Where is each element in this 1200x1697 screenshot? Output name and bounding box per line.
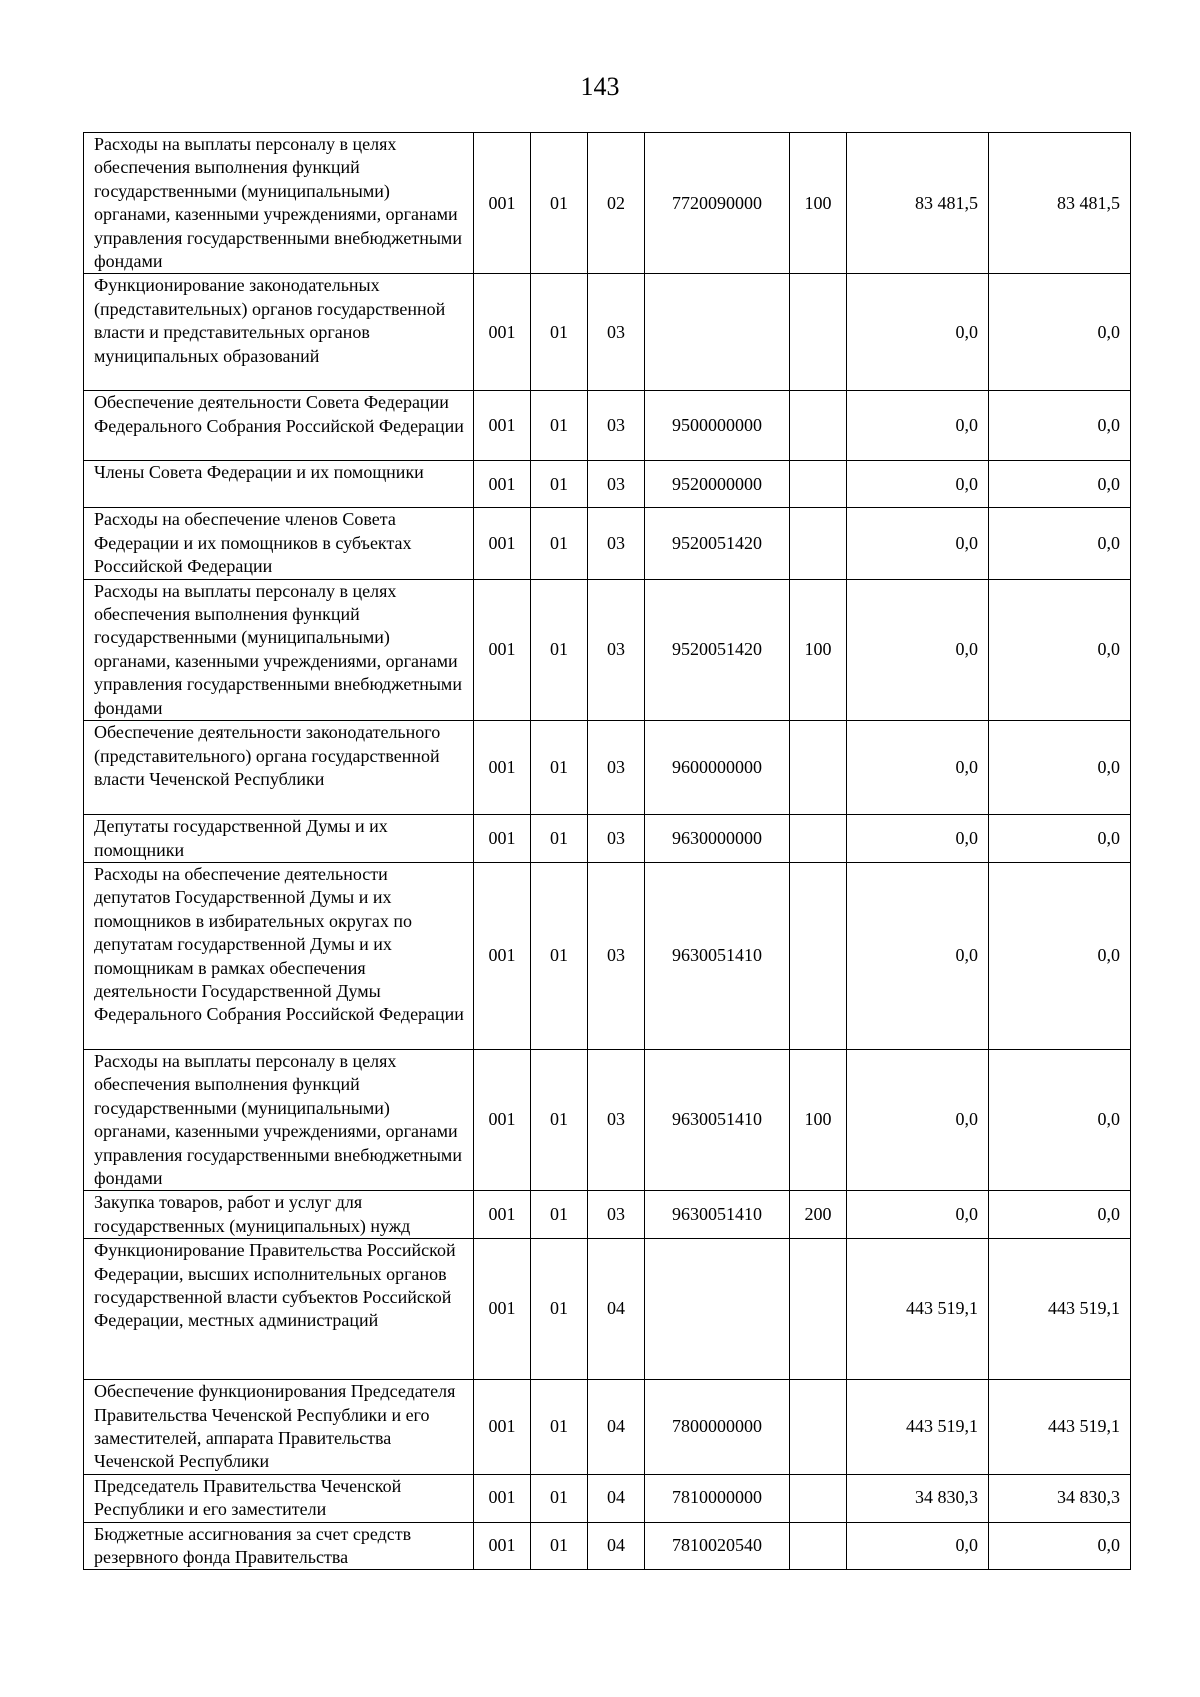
table-row [84, 1380, 1131, 1475]
row-ved-code: 001 [474, 1191, 531, 1239]
row-expense-type-code: 200 [790, 1191, 847, 1239]
row-amount-1: 0,0 [847, 721, 989, 815]
row-amount-1: 0,0 [847, 579, 989, 720]
table-row [84, 274, 1131, 391]
row-name: Председатель Правительства Чеченской Республики и его заместители [84, 1474, 474, 1522]
row-target-article-code: 9520051420 [645, 508, 790, 579]
row-amount-2: 443 519,1 [989, 1380, 1131, 1475]
row-subsection-code: 03 [588, 508, 645, 579]
row-ved-code: 001 [474, 1239, 531, 1380]
row-ved-code: 001 [474, 721, 531, 815]
row-section-code: 01 [531, 1474, 588, 1522]
row-section-code: 01 [531, 1380, 588, 1475]
row-target-article-code: 9500000000 [645, 391, 790, 461]
row-ved-code: 001 [474, 1474, 531, 1522]
row-amount-2: 34 830,3 [989, 1474, 1131, 1522]
row-amount-2: 443 519,1 [989, 1239, 1131, 1380]
row-name: Бюджетные ассигнования за счет средств резервного фонда Правительства [84, 1522, 474, 1570]
row-subsection-code: 04 [588, 1239, 645, 1380]
table-row [84, 1239, 1131, 1380]
row-subsection-code: 03 [588, 274, 645, 391]
row-ved-code: 001 [474, 133, 531, 274]
row-amount-1: 34 830,3 [847, 1474, 989, 1522]
row-name: Обеспечение деятельности законодательного (представительного) органа государственной власти Чеченской Республики [84, 721, 474, 815]
row-target-article-code: 7800000000 [645, 1380, 790, 1475]
row-ved-code: 001 [474, 508, 531, 579]
row-amount-1: 0,0 [847, 274, 989, 391]
table-row [84, 1191, 1131, 1239]
row-section-code: 01 [531, 274, 588, 391]
row-amount-2: 83 481,5 [989, 133, 1131, 274]
row-name: Депутаты государственной Думы и их помощники [84, 815, 474, 863]
row-target-article-code: 9600000000 [645, 721, 790, 815]
row-target-article-code: 9630000000 [645, 815, 790, 863]
row-amount-1: 443 519,1 [847, 1380, 989, 1475]
row-amount-1: 0,0 [847, 815, 989, 863]
row-ved-code: 001 [474, 461, 531, 508]
row-subsection-code: 03 [588, 815, 645, 863]
row-subsection-code: 02 [588, 133, 645, 274]
row-target-article-code: 9630051410 [645, 1191, 790, 1239]
row-name: Обеспечение функционирования Председателя Правительства Чеченской Республики и его заместителей, аппарата Правительства Чеченской Республики [84, 1380, 474, 1475]
row-expense-type-code [790, 815, 847, 863]
budget-table [83, 132, 1131, 1570]
row-section-code: 01 [531, 391, 588, 461]
page-number: 143 [580, 72, 620, 101]
row-section-code: 01 [531, 461, 588, 508]
row-expense-type-code [790, 862, 847, 1049]
table-row [84, 721, 1131, 815]
row-name: Расходы на обеспечение членов Совета Федерации и их помощников в субъектах Российской Федерации [84, 508, 474, 579]
row-target-article-code: 7810000000 [645, 1474, 790, 1522]
row-subsection-code: 03 [588, 721, 645, 815]
row-subsection-code: 04 [588, 1474, 645, 1522]
row-target-article-code: 7810020540 [645, 1522, 790, 1570]
table-row [84, 1522, 1131, 1570]
row-ved-code: 001 [474, 1522, 531, 1570]
row-name: Расходы на выплаты персоналу в целях обеспечения выполнения функций государственными (муниципальными) органами, казенными учреждениями, органами управления государственными внебюджетными фондами [84, 1049, 474, 1190]
table-row [84, 579, 1131, 720]
row-name: Функционирование законодательных (представительных) органов государственной власти и представительных органов муниципальных образований [84, 274, 474, 391]
row-amount-1: 0,0 [847, 461, 989, 508]
row-section-code: 01 [531, 1522, 588, 1570]
row-amount-1: 443 519,1 [847, 1239, 989, 1380]
row-section-code: 01 [531, 508, 588, 579]
row-expense-type-code [790, 274, 847, 391]
row-subsection-code: 04 [588, 1522, 645, 1570]
row-expense-type-code [790, 1522, 847, 1570]
row-name: Члены Совета Федерации и их помощники [84, 461, 474, 508]
row-target-article-code: 9520000000 [645, 461, 790, 508]
row-section-code: 01 [531, 815, 588, 863]
row-section-code: 01 [531, 1049, 588, 1190]
row-section-code: 01 [531, 1239, 588, 1380]
row-amount-2: 0,0 [989, 461, 1131, 508]
table-row [84, 391, 1131, 461]
row-subsection-code: 03 [588, 461, 645, 508]
table-row [84, 815, 1131, 863]
row-name: Расходы на выплаты персоналу в целях обеспечения выполнения функций государственными (муниципальными) органами, казенными учреждениями, органами управления государственными внебюджетными фондами [84, 579, 474, 720]
row-amount-2: 0,0 [989, 579, 1131, 720]
table-row [84, 1474, 1131, 1522]
row-target-article-code: 9630051410 [645, 862, 790, 1049]
row-target-article-code [645, 1239, 790, 1380]
row-amount-1: 0,0 [847, 1191, 989, 1239]
row-name: Расходы на выплаты персоналу в целях обеспечения выполнения функций государственными (муниципальными) органами, казенными учреждениями, органами управления государственными внебюджетными фондами [84, 133, 474, 274]
row-name: Обеспечение деятельности Совета Федерации Федерального Собрания Российской Федерации [84, 391, 474, 461]
row-section-code: 01 [531, 862, 588, 1049]
row-amount-2: 0,0 [989, 1522, 1131, 1570]
row-target-article-code: 9520051420 [645, 579, 790, 720]
row-expense-type-code [790, 391, 847, 461]
row-expense-type-code: 100 [790, 579, 847, 720]
row-amount-2: 0,0 [989, 862, 1131, 1049]
table-row [84, 508, 1131, 579]
row-section-code: 01 [531, 721, 588, 815]
table-row [84, 133, 1131, 274]
table-row [84, 862, 1131, 1049]
row-target-article-code: 7720090000 [645, 133, 790, 274]
table-row [84, 1049, 1131, 1190]
row-amount-1: 0,0 [847, 1522, 989, 1570]
table-row [84, 461, 1131, 508]
row-expense-type-code [790, 1474, 847, 1522]
row-expense-type-code [790, 721, 847, 815]
row-subsection-code: 03 [588, 862, 645, 1049]
table-body [84, 133, 1131, 1570]
row-expense-type-code [790, 1239, 847, 1380]
row-subsection-code: 03 [588, 579, 645, 720]
row-amount-2: 0,0 [989, 274, 1131, 391]
row-amount-2: 0,0 [989, 721, 1131, 815]
row-section-code: 01 [531, 133, 588, 274]
row-expense-type-code: 100 [790, 1049, 847, 1190]
row-amount-1: 0,0 [847, 1049, 989, 1190]
row-amount-1: 0,0 [847, 508, 989, 579]
row-subsection-code: 04 [588, 1380, 645, 1475]
row-target-article-code: 9630051410 [645, 1049, 790, 1190]
row-expense-type-code [790, 1380, 847, 1475]
row-amount-2: 0,0 [989, 815, 1131, 863]
row-amount-1: 83 481,5 [847, 133, 989, 274]
row-name: Функционирование Правительства Российской Федерации, высших исполнительных органов государственной власти субъектов Российской Федерации, местных администраций [84, 1239, 474, 1380]
row-name: Расходы на обеспечение деятельности депутатов Государственной Думы и их помощников в избирательных округах по депутатам государственной Думы и их помощникам в рамках обеспечения деятельности Государственной Думы Федерального Собрания Российской Федерации [84, 862, 474, 1049]
row-ved-code: 001 [474, 815, 531, 863]
row-amount-2: 0,0 [989, 1191, 1131, 1239]
row-ved-code: 001 [474, 274, 531, 391]
row-subsection-code: 03 [588, 1191, 645, 1239]
row-name: Закупка товаров, работ и услуг для государственных (муниципальных) нужд [84, 1191, 474, 1239]
row-amount-1: 0,0 [847, 862, 989, 1049]
row-amount-2: 0,0 [989, 391, 1131, 461]
row-expense-type-code: 100 [790, 133, 847, 274]
row-expense-type-code [790, 508, 847, 579]
row-ved-code: 001 [474, 579, 531, 720]
row-ved-code: 001 [474, 391, 531, 461]
row-subsection-code: 03 [588, 1049, 645, 1190]
row-section-code: 01 [531, 1191, 588, 1239]
row-amount-1: 0,0 [847, 391, 989, 461]
row-subsection-code: 03 [588, 391, 645, 461]
row-section-code: 01 [531, 579, 588, 720]
row-ved-code: 001 [474, 862, 531, 1049]
row-amount-2: 0,0 [989, 508, 1131, 579]
row-target-article-code [645, 274, 790, 391]
row-ved-code: 001 [474, 1049, 531, 1190]
row-amount-2: 0,0 [989, 1049, 1131, 1190]
row-ved-code: 001 [474, 1380, 531, 1475]
row-expense-type-code [790, 461, 847, 508]
